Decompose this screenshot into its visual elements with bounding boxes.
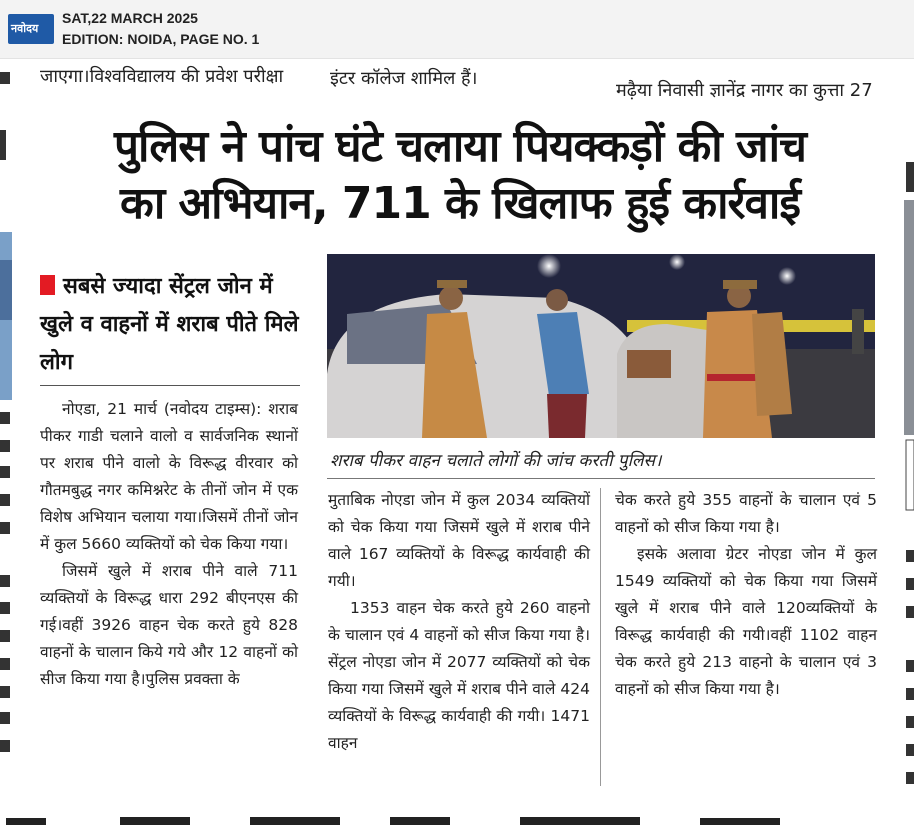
- article-column-1: [40, 396, 298, 693]
- headline-line: का अभियान, 711 के खिलाफ हुई कार्रवाई: [120, 178, 800, 229]
- article-subheading: [40, 268, 308, 382]
- paragraph: चेक करते हुये 355 वाहनों के चालान एवं 5 वाहनों को सीज किया गया है।: [615, 491, 877, 536]
- paragraph: मुताबिक नोएडा जोन में कुल 2034 व्यक्तियों को चेक किया गया जिसमें खुले में शराब पीने वाले 167 व्यक्तियों के विरूद्ध कार्यवाही की गयी।: [328, 491, 590, 590]
- article-column-3: [615, 487, 877, 703]
- red-bullet-icon: [40, 275, 55, 295]
- paragraph: नोएडा, 21 मार्च (नवोदय टाइम्स): शराब पीकर गाडी चलाने वालो व सार्वजनिक स्थानों पर शराब पीने वालो के विरूद्ध वीरवार को गौतमबुद्ध नगर कमिश्नरेट के तीनों जोन में एक विशेष अभियान चलाया गया।जिसमें तीनों जोन में कुल 5660 व्यक्तियों को चेक किया गया।: [40, 400, 298, 553]
- top-bar: [0, 0, 914, 59]
- logo-text: नवोदय: [11, 22, 39, 35]
- article-headline: [30, 118, 890, 232]
- subheading-text: सबसे ज्यादा सेंट्रल जोन में खुले व वाहनों में शराब पीते मिले लोग: [40, 274, 299, 375]
- divider: [327, 478, 875, 479]
- paragraph: इसके अलावा ग्रेटर नोएडा जोन में कुल 1549 व्यक्तियों को चेक किया गया जिसमें खुले में शराब पीने वाले 120व्यक्तियों के विरूद्ध कार्यवाही की गयी।वहीं 1102 वाहन चेक करते हुये 213 वाहनो के चालान एवं 3 वाहनों को सीज किया गया है।: [615, 545, 877, 698]
- column-divider: [600, 488, 601, 786]
- paragraph: जिसमें खुले में शराब पीने वाले 711 व्यक्तियों के विरूद्ध धारा 292 बीएनएस की गई।वहीं 3926 वाहन चेक करते हुये 828 वाहनों के चालान किये गये और 12 वाहनों को सीज किया गया है।पुलिस प्रवक्ता के: [40, 562, 298, 688]
- prev-story-snippet: जाएगा।विश्वविद्यालय की प्रवेश परीक्षा: [40, 66, 284, 87]
- issue-date: SAT,22 MARCH 2025: [62, 10, 198, 26]
- prev-story-snippet: इंटर कॉलेज शामिल हैं।: [330, 68, 478, 89]
- article-column-2: [328, 487, 590, 757]
- headline-line: पुलिस ने पांच घंटे चलाया पियक्कड़ों की जांच: [114, 121, 806, 172]
- next-story-cutoff: [0, 812, 914, 825]
- police-checking-photo: [327, 254, 875, 438]
- divider: [40, 385, 300, 386]
- photo-caption: शराब पीकर वाहन चलाते लोगों की जांच करती पुलिस।: [330, 451, 662, 471]
- newspaper-logo: [8, 14, 54, 44]
- edition-info: EDITION: NOIDA, PAGE NO. 1: [62, 31, 260, 47]
- prev-story-snippet: मढ़ैया निवासी ज्ञानेंद्र नागर का कुत्ता 27: [616, 80, 873, 101]
- paragraph: 1353 वाहन चेक करते हुये 260 वाहनो के चालान एवं 4 वाहनों को सीज किया गया है। सेंट्रल नोएडा जोन में 2077 व्यक्तियों को चेक किया गया जिसमें खुले में शराब पीने वाले 424 व्यक्तियों के विरूद्ध कार्यवाही की गयी। 1471 वाहन: [328, 599, 590, 752]
